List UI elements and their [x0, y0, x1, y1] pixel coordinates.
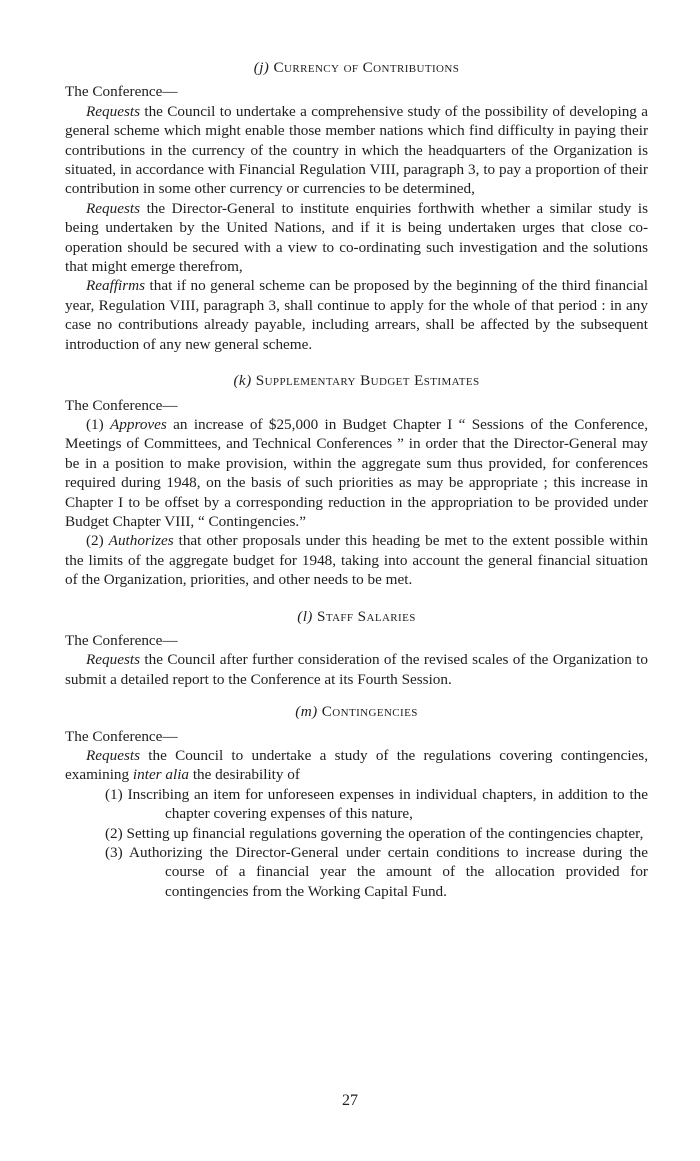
section-mark: (k)	[233, 372, 252, 390]
section-mark: (m)	[295, 703, 318, 721]
resolution-verb: Approves	[110, 415, 167, 433]
resolution-text: the Council after further consideration of the revised scales of the Organization to submit a detailed report to the Conference at its Fourth Session.	[65, 651, 648, 688]
resolution-text: the Council to undertake a study of the regulations covering contingencies, examining	[65, 747, 648, 784]
resolution-paragraph	[65, 102, 648, 199]
section-heading	[65, 58, 648, 77]
resolution-text-tail: the desirability of	[189, 766, 300, 784]
resolution-paragraph	[65, 276, 648, 354]
latin-phrase: inter alia	[132, 766, 190, 784]
section-title: Staff Salaries	[316, 607, 416, 625]
section-supplementary-budget-estimates	[65, 371, 648, 589]
resolution-verb: Authorizes	[108, 532, 174, 550]
section-intro: The Conference—	[65, 396, 178, 414]
section-intro: The Conference—	[65, 631, 178, 649]
section-mark: (l)	[297, 607, 313, 625]
resolution-verb: Requests	[86, 651, 140, 669]
section-heading	[65, 607, 648, 626]
section-title: Supplementary Budget Estimates	[255, 372, 480, 390]
resolution-verb: Reaffirms	[86, 277, 146, 295]
resolution-paragraph	[65, 415, 648, 531]
resolution-paragraph	[65, 199, 648, 277]
resolution-text: that other proposals under this heading be met to the extent possible within the limits of the aggregate budget for 1948, taking into account the general financial situation of the Organization, priorities, and other needs to be met.	[65, 532, 648, 589]
section-title: Currency of Contributions	[273, 59, 460, 76]
resolution-paragraph	[65, 650, 648, 689]
section-staff-salaries	[65, 607, 648, 690]
page-number: 27	[342, 1092, 358, 1109]
resolution-text: the Director-General to institute enquiries forthwith whether a similar study is being undertaken by the United Nations, and if it is being undertaken urges that close co-operation should be secured with a view to co-ordinating such investigation and the solutions that might emerge therefrom,	[65, 199, 648, 276]
resolution-verb: Requests	[86, 102, 140, 120]
list-item: (2) Setting up financial regulations governing the operation of the contingencies chapter,	[105, 824, 644, 842]
resolution-text: the Council to undertake a comprehensive study of the possibility of developing a general scheme which might enable those member nations which find difficulty in paying their contributions in the currency of the country in which the headquarters of the Organization is situated, in accordance with Financial Regulation VIII, paragraph 3, to pay a proportion of their contribution in some other currency or currencies to be determined,	[65, 102, 648, 198]
section-heading	[65, 702, 648, 721]
section-contingencies	[65, 702, 648, 901]
list-item: (3) Authorizing the Director-General under certain conditions to increase during the course of a financial year the amount of the allocation provided for contingencies from the Working Capital Fund.	[105, 844, 648, 900]
list-item: (1) Inscribing an item for unforeseen expenses in individual chapters, in addition to the chapter covering expenses of this nature,	[105, 785, 648, 823]
section-mark: (j)	[253, 59, 270, 76]
resolution-text: that if no general scheme can be proposed by the beginning of the third financial year, Regulation VIII, paragraph 3, shall continue to apply for the whole of that period : in any case no contributions already payable, including arrears, shall be affected by the subsequent introduction of any new general scheme.	[65, 277, 648, 353]
contingencies-list	[65, 785, 648, 901]
section-currency-of-contributions	[65, 58, 648, 354]
section-heading	[65, 371, 648, 390]
resolution-verb: Requests	[86, 199, 140, 217]
resolution-text: an increase of $25,000 in Budget Chapter I “ Sessions of the Conference, Meetings of Committees, and Technical Conferences ” in order that the Director-General may be in a position to make provision, within the aggregate sum thus provided, for conferences required during 1948, on the basis of such priorities as may be appropriate ; this increase in Chapter I to be offset by a corresponding reduction in the appropriation to be provided under Budget Chapter VIII, “ Contingencies.”	[65, 415, 648, 530]
section-title: Contingencies	[321, 703, 418, 721]
resolution-number: (1)	[86, 415, 111, 433]
section-intro: The Conference—	[65, 83, 178, 101]
resolution-paragraph	[65, 531, 648, 589]
resolution-verb: Requests	[86, 747, 140, 764]
resolution-number: (2)	[86, 532, 109, 550]
resolution-paragraph	[65, 746, 648, 785]
section-intro: The Conference—	[65, 727, 178, 745]
